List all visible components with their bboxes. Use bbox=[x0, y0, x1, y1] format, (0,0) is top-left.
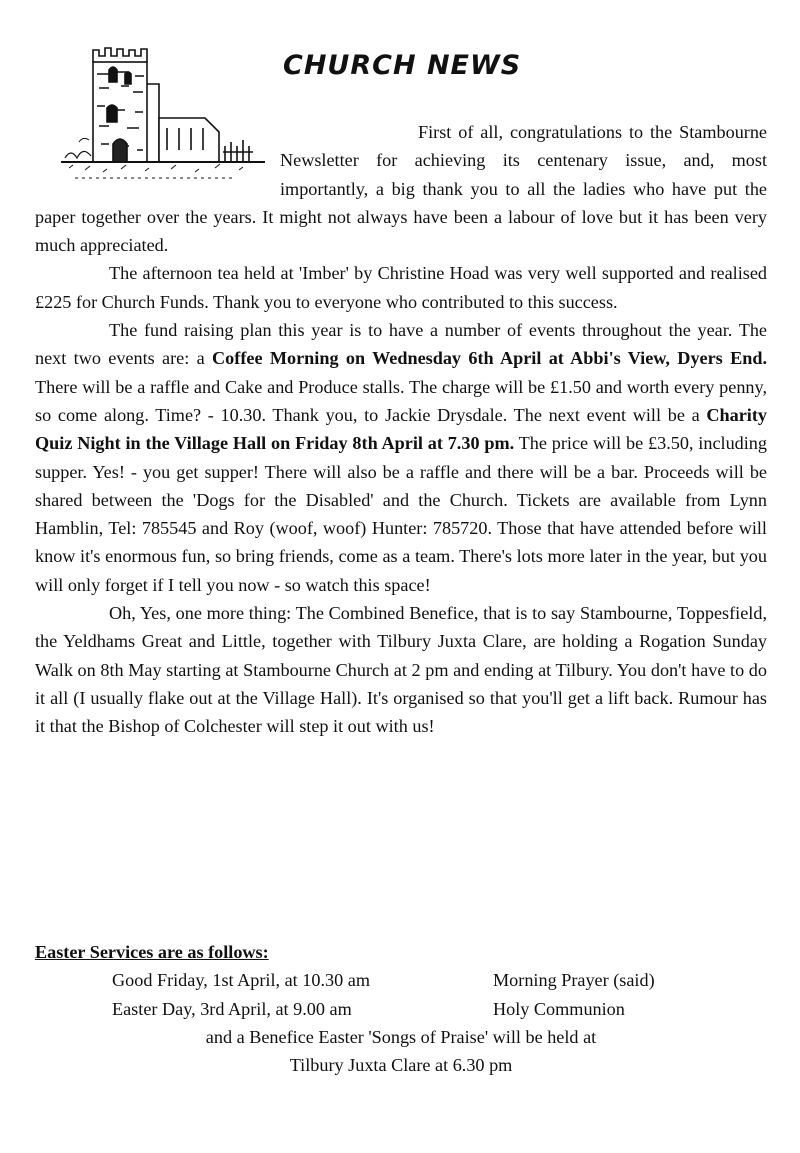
services-heading: Easter Services are as follows: bbox=[35, 942, 269, 962]
easter-services bbox=[35, 938, 767, 1079]
service-row-easter-day bbox=[35, 995, 767, 1023]
benefice-paragraph: Oh, Yes, one more thing: The Combined Benefice, that is to say Stambourne, Toppesfield, the Yeldhams Great and Little, together with Tilbury Juxta Clare, are holding a Rogation Sunday Walk on 8th May starting at Stambourne Church at 2 pm and ending at Tilbury. You don't have to do it all (I usually flake out at the Village Hall). It's organised so that you'll get a lift back. Rumour has it that the Bishop of Colchester will step it out with us! bbox=[35, 603, 767, 737]
tea-paragraph: The afternoon tea held at 'Imber' by Christine Hoad was very well supported and realised £225 for Church Funds. Thank you to everyone who contributed to this success. bbox=[35, 263, 767, 312]
intro-lead: First of all, bbox=[418, 122, 504, 142]
service-when: Easter Day, 3rd April, at 9.00 am bbox=[112, 998, 352, 1019]
page-title: CHURCH NEWS bbox=[283, 50, 522, 81]
fund-paragraph bbox=[35, 316, 767, 599]
fund-text-1: The fund raising plan this year is to have a number of events throughout the year. The next two events are: a bbox=[35, 320, 767, 369]
service-when: Good Friday, 1st April, at 10.30 am bbox=[112, 970, 370, 991]
intro-text: congratulations to the Stambourne Newsletter for achieving its centenary issue, and, most importantly, a big thank you to all the ladies who have put the paper together over the years. It might not always have been a labour of love but it has been very much appreciated. bbox=[35, 122, 768, 256]
service-type: Holy Communion bbox=[493, 998, 625, 1019]
songs-of-praise-venue: Tilbury Juxta Clare at 6.30 pm bbox=[289, 1055, 513, 1076]
service-row-good-friday bbox=[35, 966, 767, 994]
quiz-night-notice: Charity Quiz Night in the Village Hall on Friday 8th April at 7.30 pm. bbox=[35, 404, 767, 454]
service-type: Morning Prayer (said) bbox=[493, 970, 655, 991]
fund-text-3: The price will be £3.50, including supper. Yes! - you get supper! There will also be a raffle and there will be a bar. Proceeds will be shared between the 'Dogs for the Disabled' and the Church. Tickets are available from Lynn Hamblin, Tel: 785545 and Roy (woof, woof) Hunter: 785720. Those that have attended before will know it's enormous fun, so bring friends, come as a team. There's lots more later in the year, but you will only forget if I tell you now - so watch this space! bbox=[35, 433, 767, 595]
songs-of-praise-line: and a Benefice Easter 'Songs of Praise' will be held at bbox=[205, 1026, 597, 1047]
coffee-morning-notice: Coffee Morning on Wednesday 6th April at Abbi's View, Dyers End. bbox=[212, 348, 767, 369]
article-body bbox=[35, 118, 767, 741]
fund-text-2: There will be a raffle and Cake and Produce stalls. The charge will be £1.50 and worth every penny, so come along. Time? - 10.30. Thank you, to Jackie Drysdale. The next event will be a bbox=[35, 376, 767, 425]
illustration-spacer bbox=[35, 118, 280, 202]
